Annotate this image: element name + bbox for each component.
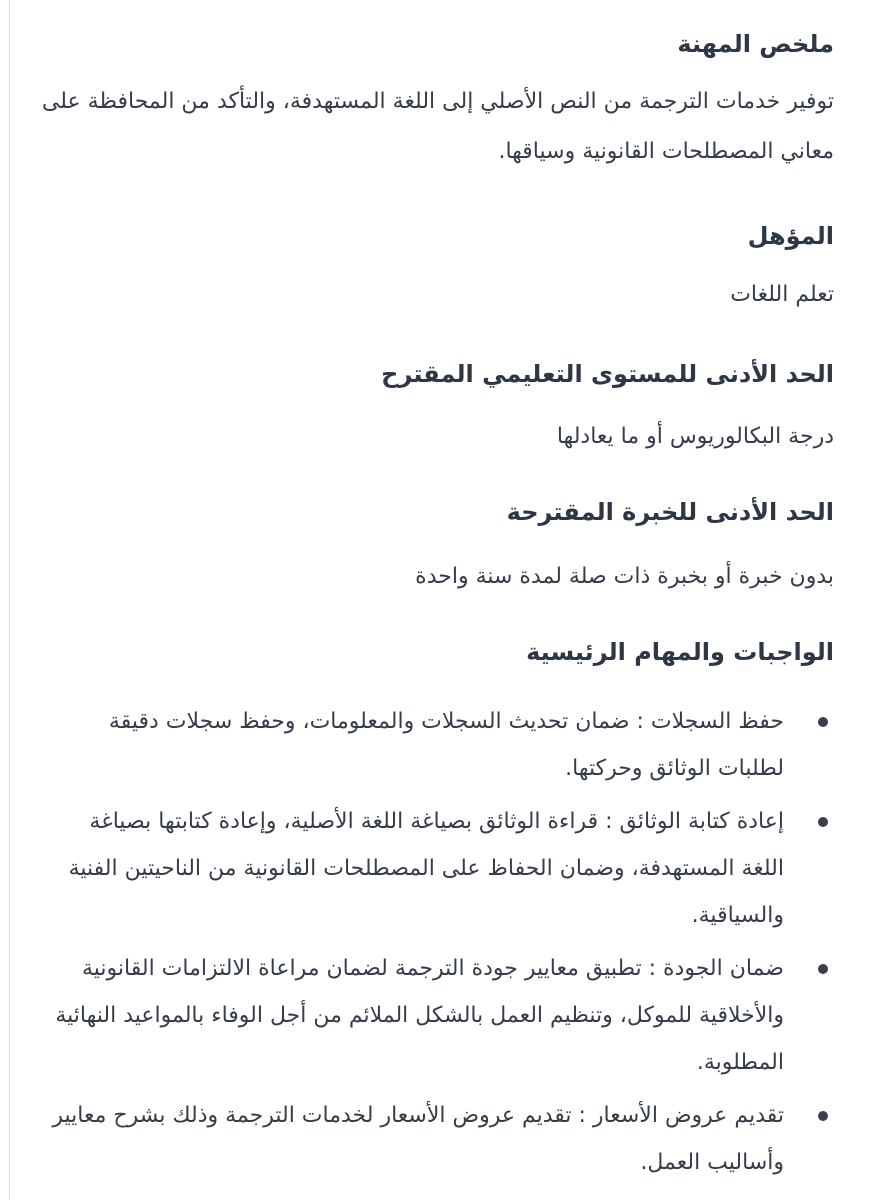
duty-text: ضمان الجودة : تطبيق معايير جودة الترجمة لضمان مراعاة الالتزامات القانونية والأخلاقية للموكل، وتنظيم العمل بالشكل الملائم من أجل الوفاء بالمواعيد النهائية المطلوبة. xyxy=(55,956,784,1075)
duty-text: إعادة كتابة الوثائق : قراءة الوثائق بصياغة اللغة الأصلية، وإعادة كتابتها بصياغة اللغة المستهدفة، وضمان الحفاظ على المصطلحات القانونية من الناحيتين الفنية والسياقية. xyxy=(68,809,784,928)
duty-item xyxy=(40,698,784,792)
duties-list xyxy=(40,698,834,1186)
duties-heading: الواجبات والمهام الرئيسية xyxy=(526,638,834,666)
education-level-text: درجة البكالوريوس أو ما يعادلها xyxy=(556,424,834,449)
career-summary-heading: ملخص المهنة xyxy=(677,30,834,58)
experience-heading: الحد الأدنى للخبرة المقترحة xyxy=(506,498,834,526)
section-education-level xyxy=(40,350,834,462)
page-edge-rule xyxy=(9,0,10,1200)
bullet-icon xyxy=(818,817,828,827)
career-summary-text: توفير خدمات الترجمة من النص الأصلي إلى اللغة المستهدفة، والتأكد من المحافظة على معاني المصطلحات القانونية وسياقها. xyxy=(41,89,834,164)
qualification-text: تعلم اللغات xyxy=(730,282,834,307)
experience-text: بدون خبرة أو بخبرة ذات صلة لمدة سنة واحدة xyxy=(415,564,834,589)
section-experience xyxy=(40,488,834,602)
duty-text: حفظ السجلات : ضمان تحديث السجلات والمعلومات، وحفظ سجلات دقيقة لطلبات الوثائق وحركتها. xyxy=(108,709,784,781)
section-duties xyxy=(40,628,834,1186)
duty-text: تقديم عروض الأسعار : تقديم عروض الأسعار لخدمات الترجمة وذلك بشرح معايير وأساليب العمل. xyxy=(52,1103,784,1175)
duty-item xyxy=(40,945,784,1086)
bullet-icon xyxy=(818,717,828,727)
section-career-summary xyxy=(40,20,834,177)
bullet-icon xyxy=(818,964,828,974)
education-level-heading: الحد الأدنى للمستوى التعليمي المقترح xyxy=(381,360,834,388)
duty-item xyxy=(40,1092,784,1186)
qualification-heading: المؤهل xyxy=(747,222,834,250)
bullet-icon xyxy=(818,1111,828,1121)
duty-item xyxy=(40,798,784,939)
job-description xyxy=(40,20,834,1192)
section-qualification xyxy=(40,212,834,320)
